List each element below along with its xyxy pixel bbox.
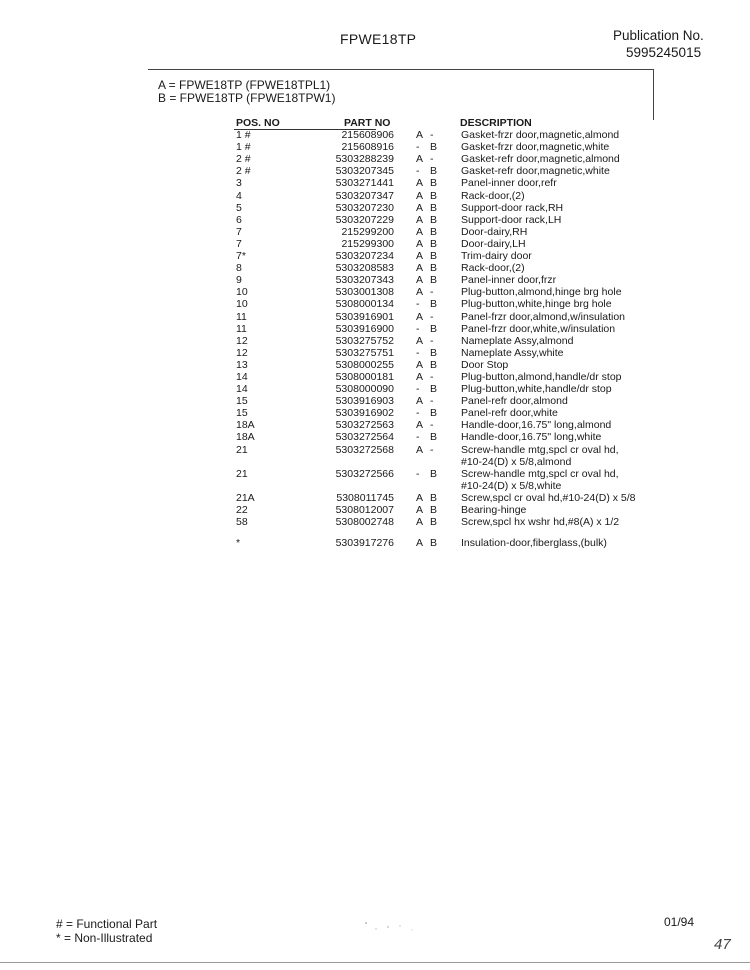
table-row [0, 395, 750, 407]
row-part-no: 5308012007 [335, 503, 394, 516]
row-applicability-a: A [416, 177, 424, 190]
non-illustrated-note: * = Non-Illustrated [56, 931, 153, 945]
row-pos-no: 14 [236, 370, 248, 383]
row-pos-no: 8 [236, 262, 242, 275]
row-applicability-b: - [430, 395, 434, 408]
row-applicability-a: A [416, 334, 424, 347]
row-applicability-b: B [430, 225, 438, 238]
revision-date: 01/94 [664, 915, 695, 929]
row-applicability-b: B [430, 262, 438, 275]
row-applicability-a: A [416, 491, 424, 504]
table-row [0, 214, 750, 226]
row-pos-no: 21 [236, 467, 248, 480]
table-row [0, 165, 750, 177]
table-row [0, 419, 750, 431]
row-pos-no: 9 [236, 274, 242, 287]
row-applicability-b: B [430, 165, 438, 178]
row-description: Bearing-hinge [461, 503, 527, 516]
row-applicability-a: A [416, 358, 424, 371]
row-description-cont: #10-24(D) x 5/8,white [461, 479, 562, 492]
row-description: Gasket-refr door,magnetic,almond [461, 153, 620, 166]
row-part-no: 5303288239 [335, 153, 394, 166]
row-applicability-a: A [416, 213, 424, 226]
row-description-cont: #10-24(D) x 5/8,almond [461, 455, 572, 468]
table-row [0, 371, 750, 383]
row-applicability-a: - [416, 407, 420, 420]
table-body [0, 129, 750, 549]
table-row [0, 190, 750, 202]
row-pos-no: 18A [236, 431, 255, 444]
row-part-no: 5303917276 [335, 536, 394, 549]
row-applicability-a: A [416, 395, 424, 408]
table-row [0, 274, 750, 286]
table-row [0, 262, 750, 274]
row-applicability-b: B [430, 213, 438, 226]
row-part-no: 215299300 [341, 237, 394, 250]
row-description: Screw,spcl hx wshr hd,#8(A) x 1/2 [461, 515, 620, 528]
row-applicability-a: A [416, 286, 424, 299]
row-description: Plug-button,white,handle/dr stop [461, 383, 612, 396]
header-pos-no: POS. NO [236, 117, 280, 129]
row-applicability-b: B [430, 141, 438, 154]
row-pos-no: 11 [236, 310, 247, 323]
row-part-no: 215299200 [341, 225, 394, 238]
row-pos-no: 21 [236, 443, 248, 456]
row-description: Support-door rack,LH [461, 213, 562, 226]
row-description: Door-dairy,RH [461, 225, 528, 238]
table-row [0, 383, 750, 395]
parts-table [0, 117, 750, 549]
row-applicability-a: A [416, 237, 424, 250]
row-pos-no: 1 # [236, 141, 251, 154]
row-description: Panel-frzr door,white,w/insulation [461, 322, 616, 335]
row-description: Door-dairy,LH [461, 237, 526, 250]
table-row [0, 468, 750, 492]
row-pos-no: 15 [236, 407, 248, 420]
table-row [0, 492, 750, 504]
row-applicability-b: - [430, 129, 434, 142]
table-row [0, 238, 750, 250]
row-part-no: 5308002748 [335, 515, 394, 528]
row-part-no: 5303001308 [335, 286, 394, 299]
row-applicability-a: - [416, 431, 420, 444]
row-applicability-b: B [430, 431, 438, 444]
row-applicability-a: A [416, 310, 424, 323]
row-pos-no: 4 [236, 189, 242, 202]
row-applicability-b: B [430, 250, 438, 263]
row-part-no: 5303275752 [335, 334, 394, 347]
row-description: Panel-frzr door,almond,w/insulation [461, 310, 626, 323]
row-applicability-b: B [430, 383, 438, 396]
row-part-no: 5303207234 [335, 250, 394, 263]
row-part-no: 5303916902 [335, 407, 394, 420]
row-pos-no: 15 [236, 395, 248, 408]
model-title: FPWE18TP [340, 31, 417, 47]
table-row [0, 153, 750, 165]
row-part-no: 215608906 [341, 129, 394, 142]
row-pos-no: 7* [236, 250, 246, 263]
row-part-no: 5303272568 [335, 443, 394, 456]
table-row [0, 407, 750, 419]
publication-number: 5995245015 [626, 45, 702, 60]
table-row [0, 516, 750, 528]
row-pos-no: 3 [236, 177, 242, 190]
row-description: Gasket-frzr door,magnetic,almond [461, 129, 620, 142]
row-pos-no: 1 # [236, 129, 251, 142]
row-description: Screw,spcl cr oval hd,#10-24(D) x 5/8 [461, 491, 636, 504]
table-row [0, 177, 750, 189]
row-description: Panel-inner door,frzr [461, 274, 557, 287]
row-pos-no: 10 [236, 286, 248, 299]
row-applicability-a: - [416, 467, 420, 480]
row-description: Screw-handle mtg,spcl cr oval hd, [461, 443, 619, 456]
row-part-no: 5303207347 [335, 189, 394, 202]
table-row [0, 347, 750, 359]
row-part-no: 5303916903 [335, 395, 394, 408]
header-description: DESCRIPTION [460, 117, 532, 129]
row-description: Plug-button,almond,handle/dr stop [461, 370, 622, 383]
row-part-no: 5303271441 [335, 177, 394, 190]
row-description: Handle-door,16.75" long,almond [461, 419, 612, 432]
table-row [0, 141, 750, 153]
row-pos-no: 18A [236, 419, 255, 432]
row-applicability-b: - [430, 443, 434, 456]
table-row [0, 444, 750, 468]
table-row [0, 129, 750, 141]
row-pos-no: 21A [236, 491, 255, 504]
row-part-no: 5308000134 [335, 298, 394, 311]
row-part-no: 5303272566 [335, 467, 394, 480]
row-applicability-b: - [430, 370, 434, 383]
table-row [0, 504, 750, 516]
row-applicability-a: A [416, 503, 424, 516]
row-applicability-a: A [416, 515, 424, 528]
row-applicability-a: A [416, 250, 424, 263]
row-pos-no: 2 # [236, 153, 251, 166]
row-part-no: 5303275751 [335, 346, 394, 359]
row-description: Handle-door,16.75" long,white [461, 431, 602, 444]
row-description: Gasket-refr door,magnetic,white [461, 165, 610, 178]
table-row [0, 311, 750, 323]
table-row [0, 431, 750, 443]
row-applicability-b: B [430, 274, 438, 287]
table-header [0, 117, 750, 129]
row-description: Screw-handle mtg,spcl cr oval hd, [461, 467, 619, 480]
table-row [0, 537, 750, 549]
row-applicability-b: B [430, 322, 438, 335]
row-applicability-b: B [430, 515, 438, 528]
row-part-no: 215608916 [341, 141, 394, 154]
row-applicability-a: A [416, 419, 424, 432]
row-applicability-a: - [416, 346, 420, 359]
row-applicability-a: A [416, 153, 424, 166]
row-applicability-b: B [430, 503, 438, 516]
handwritten-page-mark: 47 [714, 936, 731, 953]
row-description: Support-door rack,RH [461, 201, 564, 214]
row-description: Trim-dairy door [461, 250, 532, 263]
row-description: Rack-door,(2) [461, 189, 525, 202]
row-applicability-a: - [416, 165, 420, 178]
functional-part-note: # = Functional Part [56, 917, 158, 931]
row-part-no: 5303207345 [335, 165, 394, 178]
row-applicability-a: - [416, 298, 420, 311]
row-applicability-b: B [430, 201, 438, 214]
row-description: Rack-door,(2) [461, 262, 525, 275]
row-pos-no: 7 [236, 225, 242, 238]
row-pos-no: 6 [236, 213, 242, 226]
row-pos-no: 14 [236, 383, 248, 396]
row-description: Nameplate Assy,white [461, 346, 564, 359]
row-description: Gasket-frzr door,magnetic,white [461, 141, 610, 154]
row-applicability-b: B [430, 407, 438, 420]
table-row [0, 359, 750, 371]
row-part-no: 5303916901 [335, 310, 394, 323]
row-applicability-b: - [430, 286, 434, 299]
row-applicability-a: A [416, 189, 424, 202]
row-pos-no: 22 [236, 503, 248, 516]
row-applicability-a: A [416, 274, 424, 287]
row-part-no: 5308000090 [335, 383, 394, 396]
row-applicability-a: A [416, 201, 424, 214]
row-part-no: 5303272563 [335, 419, 394, 432]
scan-speckle [360, 920, 420, 934]
row-part-no: 5303207343 [335, 274, 394, 287]
row-pos-no: 12 [236, 346, 248, 359]
row-applicability-b: B [430, 358, 438, 371]
row-part-no: 5303272564 [335, 431, 394, 444]
row-description: Plug-button,white,hinge brg hole [461, 298, 612, 311]
row-applicability-b: - [430, 153, 434, 166]
row-description: Door Stop [461, 358, 509, 371]
row-applicability-b: B [430, 346, 438, 359]
row-applicability-a: A [416, 225, 424, 238]
row-applicability-b: B [430, 298, 438, 311]
legend-line-a: A = FPWE18TP (FPWE18TPL1) [158, 78, 331, 92]
row-applicability-a: - [416, 141, 420, 154]
row-applicability-a: - [416, 322, 420, 335]
row-applicability-b: - [430, 310, 434, 323]
table-row [0, 323, 750, 335]
row-part-no: 5303207229 [335, 213, 394, 226]
row-description: Plug-button,almond,hinge brg hole [461, 286, 622, 299]
legend-line-b: B = FPWE18TP (FPWE18TPW1) [158, 91, 336, 105]
row-pos-no: 11 [236, 322, 247, 335]
row-applicability-b: - [430, 334, 434, 347]
table-row [0, 250, 750, 262]
row-part-no: 5303916900 [335, 322, 394, 335]
row-applicability-a: A [416, 262, 424, 275]
bottom-rule [0, 962, 750, 963]
table-row [0, 202, 750, 214]
row-part-no: 5308000181 [335, 370, 394, 383]
row-applicability-a: A [416, 129, 424, 142]
row-applicability-b: B [430, 237, 438, 250]
row-pos-no: 12 [236, 334, 248, 347]
table-row [0, 335, 750, 347]
row-pos-no: 7 [236, 237, 242, 250]
row-applicability-b: B [430, 177, 438, 190]
row-applicability-a: A [416, 443, 424, 456]
header-part-no: PART NO [344, 117, 391, 129]
row-applicability-b: B [430, 536, 438, 549]
row-description: Insulation-door,fiberglass,(bulk) [461, 536, 607, 549]
row-pos-no: 13 [236, 358, 248, 371]
row-pos-no: * [236, 536, 241, 549]
row-pos-no: 58 [236, 515, 248, 528]
row-description: Panel-inner door,refr [461, 177, 557, 190]
publication-label: Publication No. [613, 28, 704, 43]
row-pos-no: 10 [236, 298, 248, 311]
table-row [0, 298, 750, 310]
row-applicability-a: A [416, 370, 424, 383]
row-pos-no: 2 # [236, 165, 251, 178]
row-pos-no: 5 [236, 201, 242, 214]
row-part-no: 5303207230 [335, 201, 394, 214]
row-description: Nameplate Assy,almond [461, 334, 574, 347]
row-part-no: 5303208583 [335, 262, 394, 275]
row-applicability-a: - [416, 383, 420, 396]
row-description: Panel-refr door,white [461, 407, 558, 420]
row-part-no: 5308011745 [336, 491, 394, 504]
row-applicability-b: B [430, 189, 438, 202]
table-row [0, 286, 750, 298]
row-description: Panel-refr door,almond [461, 395, 568, 408]
row-applicability-a: A [416, 536, 424, 549]
row-part-no: 5308000255 [335, 358, 394, 371]
row-applicability-b: - [430, 419, 434, 432]
row-applicability-b: B [430, 467, 438, 480]
table-row [0, 226, 750, 238]
row-applicability-b: B [430, 491, 438, 504]
